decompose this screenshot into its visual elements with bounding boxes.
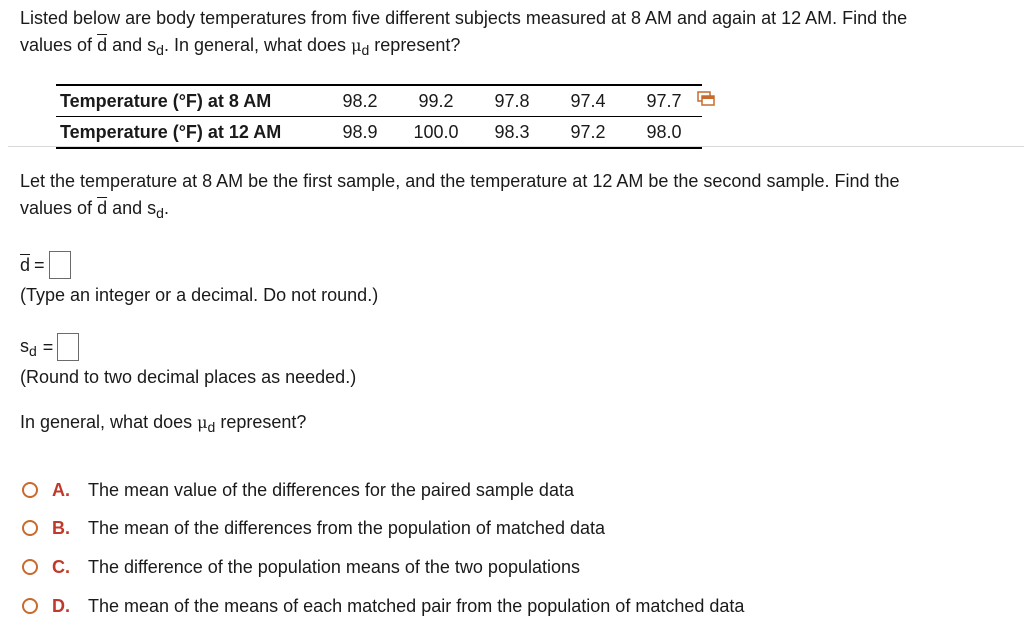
dbar-label: $\overline{d}$ <box>20 254 31 275</box>
table-cell: 99.2 <box>398 85 474 117</box>
option-letter: A. <box>52 479 70 500</box>
d-bar-symbol: $\overline{d}$ <box>97 35 108 55</box>
row-label: Temperature (°F) at 12 AM <box>56 117 322 149</box>
table-cell: 97.2 <box>550 117 626 149</box>
copy-table-icon[interactable] <box>697 91 715 107</box>
mu-symbol: μ <box>197 413 208 432</box>
table-cell: 97.8 <box>474 85 550 117</box>
table-cell: 98.2 <box>322 85 398 117</box>
radio-button-c[interactable] <box>22 559 38 575</box>
table-cell: 100.0 <box>398 117 474 149</box>
table-row <box>56 117 702 149</box>
dbar-answer-row: $\overline{d}$ = <box>20 251 71 279</box>
table-cell: 97.4 <box>550 85 626 117</box>
problem-intro <box>20 5 907 64</box>
dbar-hint: (Type an integer or a decimal. Do not round.) <box>20 285 379 305</box>
option-a[interactable] <box>22 476 574 504</box>
part-line-2: values of $\overline{d}$ and $s_d$. <box>20 198 169 221</box>
option-letter: C. <box>52 556 70 577</box>
option-b[interactable] <box>22 514 605 542</box>
table-cell: 98.0 <box>626 117 702 149</box>
part-line-1: Let the temperature at 8 AM be the first sample, and the temperature at 12 AM be the second sample. Find the <box>20 171 900 191</box>
table-cell: 97.7 <box>626 85 702 117</box>
option-text: The mean of the means of each matched pair from the population of matched data <box>88 595 745 616</box>
option-c[interactable] <box>22 553 580 581</box>
temperature-table <box>56 84 702 149</box>
sd-answer-row: $s_d$ = <box>20 333 79 361</box>
table-cell: 98.9 <box>322 117 398 149</box>
table-row <box>56 85 702 117</box>
option-text: The mean value of the differences for the paired sample data <box>88 479 574 500</box>
sd-answer-input[interactable] <box>57 333 79 361</box>
dbar-answer-input[interactable] <box>49 251 71 279</box>
row-label: Temperature (°F) at 8 AM <box>56 85 322 117</box>
mu-question: In general, what does $\mu_d$ represent? <box>20 412 307 435</box>
part-instructions <box>20 168 900 227</box>
sd-hint: (Round to two decimal places as needed.) <box>20 367 357 387</box>
option-text: The mean of the differences from the population of matched data <box>88 517 605 538</box>
mu-symbol: μ <box>351 36 362 55</box>
option-letter: B. <box>52 517 70 538</box>
radio-button-d[interactable] <box>22 598 38 614</box>
intro-line-2: values of $\overline{d}$ and $s_d$. In general, what does $\mu_d$ represent? <box>20 32 907 64</box>
section-divider <box>8 146 1024 147</box>
option-text: The difference of the population means of the two populations <box>88 556 581 577</box>
radio-button-a[interactable] <box>22 482 38 498</box>
sd-label: $s_d$ <box>20 335 37 359</box>
option-d[interactable] <box>22 592 744 620</box>
intro-line-1: Listed below are body temperatures from five different subjects measured at 8 AM and again at 12 AM. Find the <box>20 8 908 28</box>
table-cell: 98.3 <box>474 117 550 149</box>
radio-button-b[interactable] <box>22 520 38 536</box>
option-letter: D. <box>52 595 70 616</box>
